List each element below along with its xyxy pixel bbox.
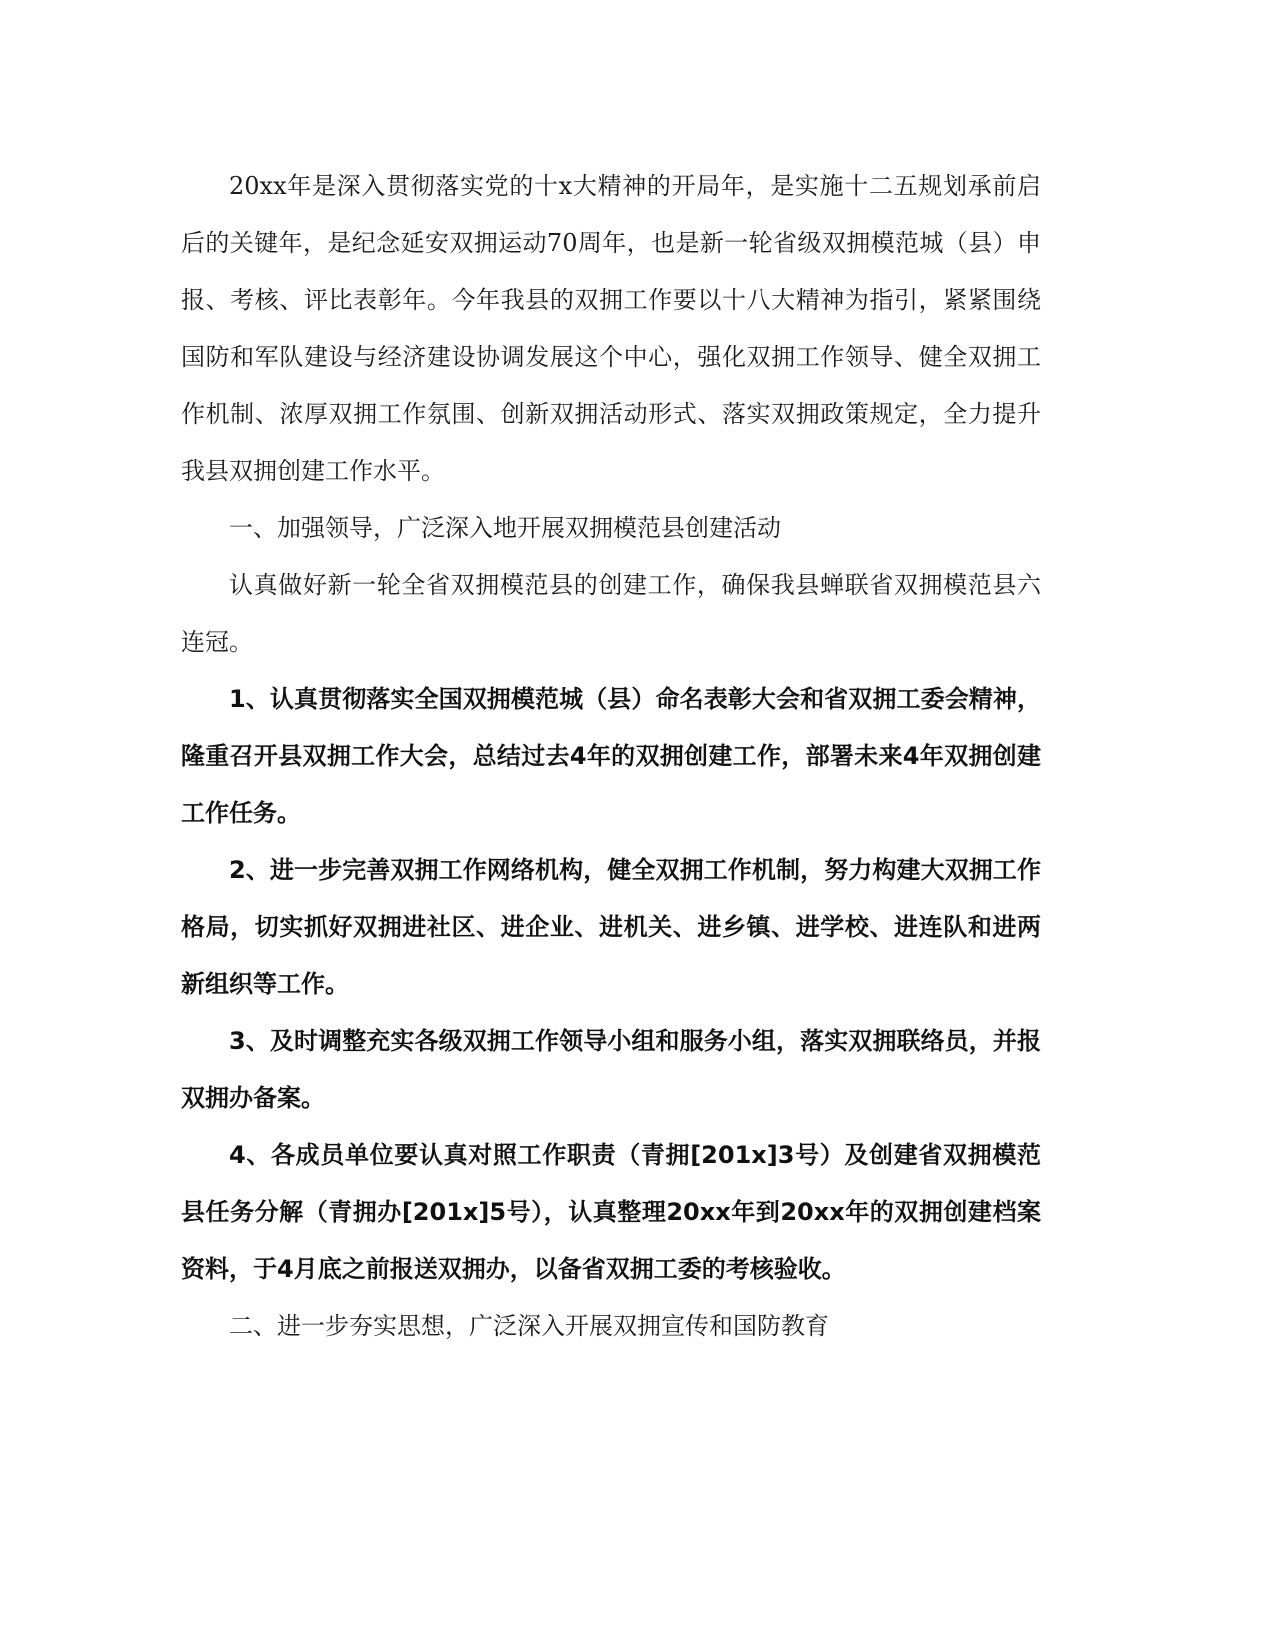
item-2-paragraph: 2、进一步完善双拥工作网络机构，健全双拥工作机制，努力构建大双拥工作格局，切实抓好双拥进社区、进企业、进机关、进乡镇、进学校、进连队和进两新组织等工作。: [181, 856, 1041, 998]
item-4-paragraph: 4、各成员单位要认真对照工作职责（青拥[201x]3号）及创建省双拥模范县任务分解（青拥办[201x]5号），认真整理20xx年到20xx年的双拥创建档案资料，于4月底之前报送双拥办，以备省双拥工委的考核验收。: [181, 1141, 1041, 1283]
item-3-paragraph: 3、及时调整充实各级双拥工作领导小组和服务小组，落实双拥联络员，并报双拥办备案。: [181, 1027, 1041, 1112]
section-1-intro-paragraph: 认真做好新一轮全省双拥模范县的创建工作，确保我县蝉联省双拥模范县六连冠。: [181, 571, 1041, 656]
intro-paragraph: 20xx年是深入贯彻落实党的十x大精神的开局年，是实施十二五规划承前启后的关键年，是纪念延安双拥运动70周年，也是新一轮省级双拥模范城（县）申报、考核、评比表彰年。今年我县的双拥工作要以十八大精神为指引，紧紧围绕国防和军队建设与经济建设协调发展这个中心，强化双拥工作领导、健全双拥工作机制、浓厚双拥工作氛围、创新双拥活动形式、落实双拥政策规定，全力提升我县双拥创建工作水平。: [181, 172, 1041, 485]
document-body: [181, 158, 1041, 1355]
section-heading-1: 一、加强领导，广泛深入地开展双拥模范县创建活动: [229, 514, 781, 542]
section-heading-2: 二、进一步夯实思想，广泛深入开展双拥宣传和国防教育: [229, 1312, 829, 1340]
item-1-paragraph: 1、认真贯彻落实全国双拥模范城（县）命名表彰大会和省双拥工委会精神，隆重召开县双拥工作大会，总结过去4年的双拥创建工作，部署未来4年双拥创建工作任务。: [181, 685, 1041, 827]
